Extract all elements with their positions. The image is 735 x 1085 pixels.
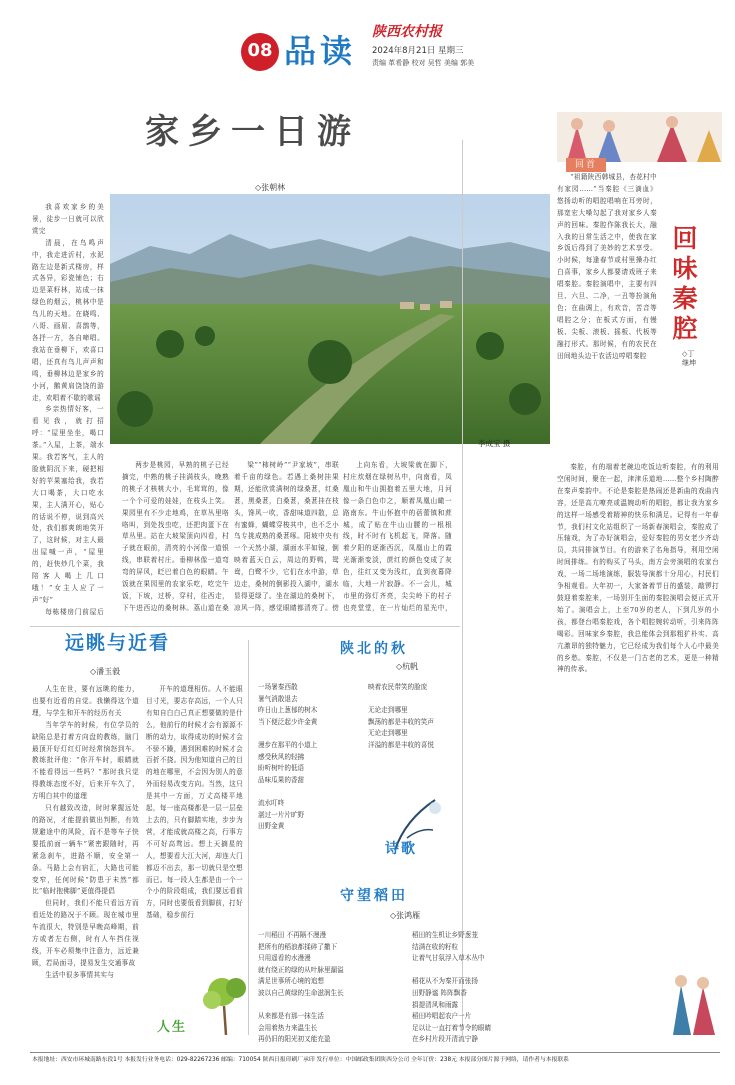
poem-line: 只用遥看的水漫漫 — [258, 954, 311, 963]
editors-line: 责编 革希静 校对 吴哲 美编 郭美 — [372, 59, 475, 67]
poem-line: 再仍旧的阳光初又能充盈 — [258, 1035, 331, 1044]
paragraph: 开车的道理相仿。人不能眼目寸光，要志存高远，一个人只有知自白白己真正想要做的是什么，他前行的时候才会有源源不断的动力，取得成功的时候才会不骄不躁，遇到困难的时候才会百折不挠。因为他知道自己的目的地在哪里，不会因为别人的意外而轻易改变方向。当然，这只是其中一方面，万丈高楼平地起，每一座高楼都是一层一层垒上去的，只有脚踏实地，步步为营，才能成就高楼之高，行事方不可好高骛远。想上天摘星的人，想要看大江大河，却连大门都迈不出去，那一切就只是空想而已。每一段人生都是由一个一个小的阶段组成，我们要远看前方，同时也要低看到脚前，打好基础，稳步前行 — [146, 685, 243, 920]
footer-rule — [30, 1052, 720, 1053]
yuantiao-author: ◇潘玉毅 — [90, 667, 121, 676]
tree-illustration — [190, 970, 260, 1035]
poem-line: 田野静谧 阵阵飘香 — [412, 988, 467, 997]
poem-line: 当下便泛起少许金黄 — [258, 717, 318, 726]
landscape-photo-art — [110, 194, 550, 444]
poem-line: 会用着热力来温生长 — [258, 1023, 318, 1032]
paragraph: 清晨，在鸟鸣声中，我走进沂村，水泥路左边是新式楼房，样式各异，彩瓷铺色；右边是菜籽林，站成一抹绿色的烟云，桃林中是鸟儿的天地。在晓鸣、八哥、画眉、喜鹊等，各抒一方，各自啼唱。我站在垂柳下，欢喜口唱，还真有鸟儿声声和鸣，垂柳林边是家乡的小河，鹅黄肩饶饶的游走，欢唱着不歇的歌谣 — [32, 238, 104, 402]
qinqiang-photo — [557, 112, 722, 162]
divider — [248, 640, 249, 1035]
paper-name-logo: 陕西农村报 — [372, 24, 442, 40]
paragraph: 上向东看，大坡梁就在脚下，村庄炊烟在绿树丛中，向南看，凤凰山和牛山拥抱着五里大地，月河像一条白色巾之，顺着凤凰山瞰一路南东。牛山怀抱中的蓓蕾镇和蔗城，成了贴在牛山山腰的一根根线，时不时有飞机起飞，降落。随着夕阳的逐渐西沉，凤凰山上的霞光渐渐变淡，蔗红的颜色变成了灰色，往红又变为浅红，直到夜幕降临，大地一片寂静。不一会儿，城市里的弥灯齐亮，尖尖岭下的村子也亮堂堂，在一片灿烂的星光中， — [343, 461, 452, 612]
paragraph: 每栋楼房门前屋后 — [45, 607, 104, 615]
poem-line: 把所有的稻浪都揉碎了撒下 — [258, 942, 338, 951]
paragraph: 秦腔，有的端着老碗边吃饭边听秦腔，有的利用空闲时间，聚在一起，津津乐道地……整个乡村陶醉在秦声秦韵中。不论是秦腔是热闹还是新曲的戏曲内容，还是高亢嘹亮或温婉动听的唱腔，都让我为家乡的这样一场感受着精神的快乐和满足。记得有一年春节，我们村文化站组织了一场新春演唱会，秦腔成了压轴戏，为了办好演唱会，爱好秦腔的男女老少齐动员，共同排演节目。有的游来了名角指导，利用空闲时间排练。有的购买了马头，南方会旁演唱的农家台戏，一场二场地演练，服装导演都十分用心，村民们争相观看。大年初一，大家备着节日的盛装，敲锣打鼓迎着秦腔来，一场别开生面的秦腔演唱会便正式开始了。演唱会上，上至70岁的老人，下到几岁的小孩，都登台唱秦腔戏，各个唱腔婉转动听，引来阵阵喝彩。回味家乡秦腔，我总能体会到那粗犷朴实、高亢激昂的独特魅力，它已经成为我们每个人心中最美的乡愁。秦腔，不仅是一门古老的艺术，更是一种精神的传承。 — [557, 463, 719, 674]
paragraph: “祖籍陕西韩城县，杏花村中有家园……”当秦腔《三滴血》悠扬动听的唱腔唱响在耳旁时，那宽宏大嗓勾起了我对家乡人秦声的回味。秦腔作陈我长大，融入我的日常生活之中，使我在家乡饭后得到了美妙的艺术享受。小时候，每逢春节或村里操办红白喜事，家乡人都要请戏班子来唱秦腔。秦腔演唱中，主要有四旦、六旦、二净，一丑等扮演角色；在曲调上，有欢音，苦音等唱腔之分；在板式方面，有慢板、尖板、滚板、摇板、代板等融打形式。那时候，有的农民在田间地头边干农活边哼唱秦腔 — [557, 173, 657, 360]
shaanbei-author: ◇杭帆 — [396, 662, 419, 671]
poem-line: 昨日山上葱郁的树木 — [258, 706, 318, 715]
poem-line: 无论走到哪里 — [368, 729, 408, 738]
yuantiao-col1 — [32, 684, 139, 1034]
poem-line: 映着农民带笑的脸庞 — [368, 683, 428, 691]
daotian-poem-right — [412, 930, 552, 1050]
paragraph: 两步是桃园，早熟的桃子已经摘完，中熟的桃子挂满枝头，晚熟的桃子才核桃大小，毛茸茸的，像一个个可爱的娃娃，在枝头上笑。果园里有不少走地鸡，在草丛里咯咯叫，到处找虫吃，还把肉蛋下在草丛里。站在大坡梁顶向四看，村子就在眼前，清亮的小河像一道银线，串联着村庄。垂柳林像一道弯弯的屏风，眨巴着白色的眼睛。午饭就在果园里的农家乐吃，吃完午饭，下坡，过桥，穿村，往西走，下午进西边的桑树林。荔山道在桑 — [122, 461, 229, 612]
poem-line — [368, 694, 468, 706]
shaanbei-poem-left — [258, 682, 358, 852]
main-article-col4 — [343, 460, 452, 615]
poem-line: 从来都是有那一抹生活 — [258, 1012, 324, 1021]
poem-line — [258, 728, 358, 740]
poem-line: 盼听树叶的低语 — [258, 764, 305, 773]
paragraph: 我喜欢家乡的美景，徒步一日就可以欣赏完 — [32, 203, 104, 235]
landscape-photo — [110, 194, 550, 444]
paragraph: 生活中很多事情其实与 — [45, 970, 115, 979]
poem-line: 暑气消散退去 — [258, 694, 298, 703]
paragraph: 但同时，我们不能只看远方而看近处的路况于不顾。现在城市里车流很大，特别是早晚高峰期，前方或者左右侧，时有人车挡住视线，开车必须集中注意力，远近兼顾，若局面寻，提易发生交通事故 — [32, 899, 139, 967]
yuantiao-title: 远眺与近看 — [65, 632, 171, 654]
qinqiang-photo-art — [557, 112, 722, 162]
qinqiang-title: 回味秦腔 — [672, 224, 698, 343]
huishou-label: 回首 — [574, 160, 597, 170]
poem-line: 在乡村片段开清流宁静 — [412, 1035, 478, 1044]
poem-line — [412, 965, 552, 977]
opera-image — [663, 955, 721, 1035]
main-article-col1 — [32, 202, 104, 615]
poem-line: 波以自己黄绿的生命滋润生长 — [258, 988, 344, 997]
issue-date: 2024年8月21日 星期三 — [372, 46, 464, 56]
qinqiang-col-wide — [557, 462, 719, 1032]
poem-line: 就有绕正的绿的从叶脉里漏溢 — [258, 965, 344, 974]
main-article-col3 — [234, 460, 339, 615]
poem-line: 一场暑秦西散 — [258, 683, 298, 691]
poem-line: 感受秋风的轻拂 — [258, 752, 305, 761]
poem-line: 漫步在那平的小道上 — [258, 740, 318, 749]
main-article-col2 — [122, 460, 229, 615]
opera-image-art — [663, 955, 721, 1035]
main-article-author: ◇张朝林 — [255, 183, 286, 192]
poem-line: 满足世事所心境的追想 — [258, 977, 324, 986]
shaanbei-title: 陕北的秋 — [340, 641, 408, 657]
footer-text: 本报地址：西安市环城南路东段1号 本报发行业务电话：029-82267236 邮编：710054 陕西日报印刷厂承印 发行单位：中国邮政集团陕西分公司 全年订价：238元 本报部分图片源于网络，请作者与本报联系 — [32, 1057, 569, 1063]
divider — [30, 626, 460, 627]
poem-line: 结满在收的籽粒 — [412, 942, 459, 951]
paragraph: 梁”“柿树岭”“尹家坡”，串联着千亩的绿色。若遇上桑树挂果期，还能欣赏满树的绿桑葚，红桑葚，黑桑葚，白桑葚，桑葚挂在枝头，馋风一吹，香甜味道四散，总有蜜蜂，蝴蝶穿梭其中，也不乏小鸟专挑成熟的桑葚啄。阳坡中央有一个天然小湖，湖面水平如镜，倒映着蓝天白云，周边的野鸭，鸳鸯，白鹭不少，它们在水中游，草边走，桑树的倒影投入湖中，湖水显得更绿了。坐在湖边的桑树下，凉风一阵，感觉眼睛都清亮了。傍 — [234, 461, 339, 612]
poem-line: 流水叮咚 — [258, 798, 285, 807]
main-article-title: 家乡一日游 — [145, 112, 360, 152]
poem-line: 捐提清风和雨露 — [412, 1000, 459, 1009]
page-number: 08 — [247, 40, 273, 61]
shaanbei-poem-right — [368, 682, 468, 782]
daotian-poem-left — [258, 930, 408, 1050]
paragraph: 当年学车的时候，有位学员的缺陷总是打着方向盘的教练，脑门最顶开好灯红灯时经常恼怒到车。教练批评他：“你开车时，眼睛就不能看得远一些吗？”那时我只觉得教练态度不好，后来开车久了，方明白其中的道理 — [32, 720, 139, 801]
daotian-author: ◇张鸿雁 — [390, 911, 421, 920]
poem-line: 足以让一直打着节令的眼睛 — [412, 1023, 492, 1032]
masthead — [0, 0, 735, 70]
poem-line: 一川稻田 不再隔不漫漫 — [258, 931, 327, 939]
poem-line: 田野金黄 — [258, 822, 285, 831]
rensheng-label: 人生 — [157, 1020, 188, 1035]
paragraph: 人生在世，要有远眺的能力，也要有近看的自觉。我懒得这个道理，与学生和开车的经历有关 — [32, 685, 139, 717]
poem-line — [258, 1000, 408, 1012]
poem-line — [258, 786, 358, 798]
divider — [462, 140, 463, 1035]
qinqiang-author: ◇丁继坤 — [682, 350, 696, 367]
tree-illustration-art — [190, 970, 260, 1035]
poem-line: 稻花从不为秦开而张扬 — [412, 977, 478, 986]
section-name: 品读 — [284, 32, 357, 70]
poem-line: 品味瓜果的香甜 — [258, 775, 305, 784]
qinqiang-col-top — [557, 172, 657, 457]
paragraph: 乡亲热情好客，一看见我，就打招呼：“屋里坐坐，喝口茶。”入屋，上茶，端水果。我若客气，主人的脸就阴沉下来，硬把相好的苹果塞给我，我若大口喝茶，大口吃水果，主人满开心，贴心的话说不停，说到高兴处，我们都爽朗地笑开了，这时候，对主人最出屋喊一声，“屋里的，赶快炒几个菜，我陪客人喝上几口哦！”女主人应了一声“好” — [32, 405, 104, 604]
poetry-label: 诗歌 — [385, 841, 417, 857]
poem-line: 让着气甘氛浮入草木丛中 — [412, 954, 485, 963]
poem-line: 湛过一片片旷野 — [258, 810, 305, 819]
paragraph: 只有越致改造，时时掌握远处的路况，才能提前做出判断，有效规避途中的风险，而不是等车子快要抵前面一辆车”紧密跟随时，再紧急刹车，进路不顺，安全第一条。马路上会有宿汇，大路也可能变窄，任何时候“防患于未然”都比“临时抱佛脚”更值得提倡 — [32, 804, 139, 896]
daotian-title: 守望稻田 — [340, 888, 408, 904]
poem-line: 洋溢的都是丰收的喜悦 — [368, 740, 434, 749]
poem-line: 飘荡的都是丰收的笑声 — [368, 717, 434, 726]
photo-credit: 李成宝 摄 — [478, 439, 511, 448]
poem-line: 稻田的生机让乡野葱茏 — [412, 931, 478, 939]
poem-line: 无论走到哪里 — [368, 706, 408, 715]
poem-line: 稻田吟唱起农户一片 — [412, 1012, 472, 1021]
yuantiao-col2 — [146, 684, 243, 977]
